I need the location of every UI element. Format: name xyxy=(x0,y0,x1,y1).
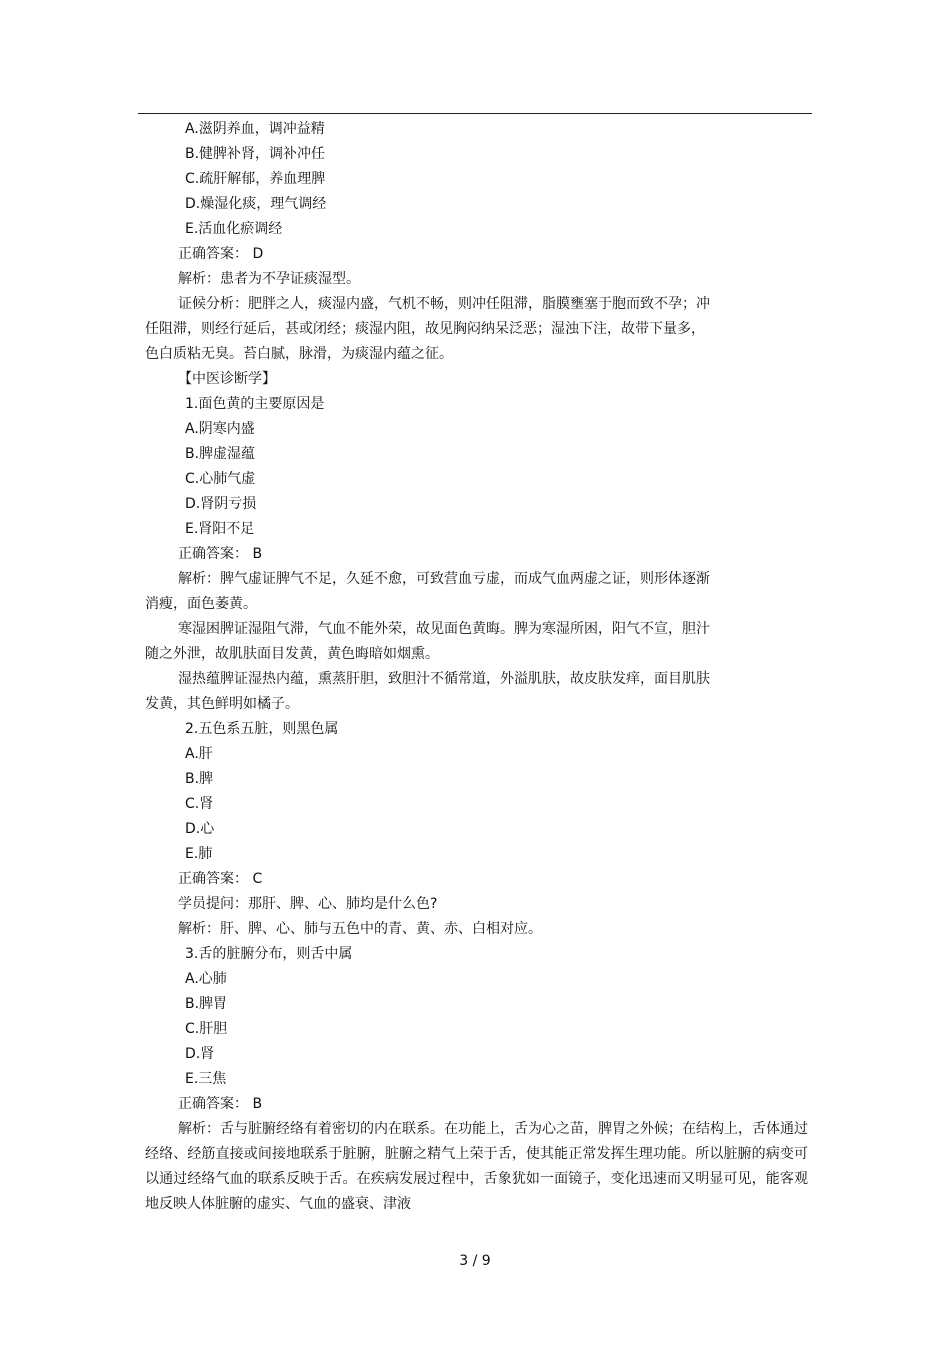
text-line: C.疏肝解郁，养血理脾 xyxy=(185,171,326,187)
text-line: 学员提问：那肝、脾、心、肺均是什么色? xyxy=(178,896,438,912)
text-line: 2.五色系五脏，则黑色属 xyxy=(185,721,339,737)
text-line: 【中医诊断学】 xyxy=(178,371,276,387)
text-line: E.肺 xyxy=(185,846,213,862)
text-lines xyxy=(145,117,808,1117)
text-line: 正确答案： B xyxy=(178,546,263,562)
page-number: 3 / 9 xyxy=(459,1253,491,1269)
text-line: 3.舌的脏腑分布，则舌中属 xyxy=(185,946,353,962)
text-line: D.燥湿化痰，理气调经 xyxy=(185,196,327,212)
text-line: C.肝胆 xyxy=(185,1021,228,1037)
text-line: 正确答案： D xyxy=(178,246,264,262)
text-line: A.阴寒内盛 xyxy=(185,421,255,437)
text-line: E.活血化瘀调经 xyxy=(185,221,283,237)
text-line: 解析：肝、脾、心、肺与五色中的青、黄、赤、白相对应。 xyxy=(178,921,542,937)
text-line: 正确答案： B xyxy=(178,1096,263,1112)
page-content xyxy=(145,117,808,1217)
text-line: A.滋阴养血，调冲益精 xyxy=(185,121,325,137)
text-line: D.心 xyxy=(185,821,215,837)
text-line: C.肾 xyxy=(185,796,214,812)
text-line: B.健脾补肾，调补冲任 xyxy=(185,146,326,162)
text-line: D.肾阴亏损 xyxy=(185,496,257,512)
text-line: 任阻滞，则经行延后，甚或闭经；痰湿内阻，故见胸闷纳呆泛恶；湿浊下注，故带下量多， xyxy=(145,321,705,337)
text-line: C.心肺气虚 xyxy=(185,471,256,487)
text-line: 正确答案： C xyxy=(178,871,263,887)
text-line: 发黄，其色鲜明如橘子。 xyxy=(145,696,299,712)
text-line: 证候分析：肥胖之人，痰湿内盛，气机不畅，则冲任阻滞，脂膜壅塞于胞而致不孕；冲 xyxy=(178,296,710,312)
final-paragraph: 解析：舌与脏腑经络有着密切的内在联系。在功能上，舌为心之苗，脾胃之外候；在结构上，舌体通过经络、经筋直接或间接地联系于脏腑，脏腑之精气上荣于舌，使其能正常发挥生理功能。所以脏腑的病变可以通过经络气血的联系反映于舌。在疾病发展过程中，舌象犹如一面镜子，变化迅速而又明显可见，能客观地反映人体脏腑的虚实、气血的盛衰、津液 xyxy=(145,1121,808,1212)
text-line: E.三焦 xyxy=(185,1071,227,1087)
text-line: 消瘦，面色萎黄。 xyxy=(145,596,257,612)
text-line: 1.面色黄的主要原因是 xyxy=(185,396,325,412)
text-line: 随之外泄，故肌肤面目发黄，黄色晦暗如烟熏。 xyxy=(145,646,439,662)
text-line: 解析：患者为不孕证痰湿型。 xyxy=(178,271,360,287)
text-line: A.心肺 xyxy=(185,971,227,987)
text-line: B.脾 xyxy=(185,771,214,787)
text-line: 湿热蕴脾证湿热内蕴，熏蒸肝胆，致胆汁不循常道，外溢肌肤，故皮肤发痒，面目肌肤 xyxy=(178,671,710,687)
text-line: B.脾虚湿蕴 xyxy=(185,446,256,462)
text-line: 色白质粘无臭。苔白腻，脉滑，为痰湿内蕴之征。 xyxy=(145,346,453,362)
text-line: E.肾阳不足 xyxy=(185,521,255,537)
text-line: 解析：脾气虚证脾气不足，久延不愈，可致营血亏虚，而成气血两虚之证，则形体逐渐 xyxy=(178,571,710,587)
header-rule xyxy=(138,113,812,114)
text-line: D.肾 xyxy=(185,1046,215,1062)
text-line: 寒湿困脾证湿阻气滞，气血不能外荣，故见面色黄晦。脾为寒湿所困，阳气不宣，胆汁 xyxy=(178,621,710,637)
text-line: B.脾胃 xyxy=(185,996,228,1012)
text-line: A.肝 xyxy=(185,746,213,762)
